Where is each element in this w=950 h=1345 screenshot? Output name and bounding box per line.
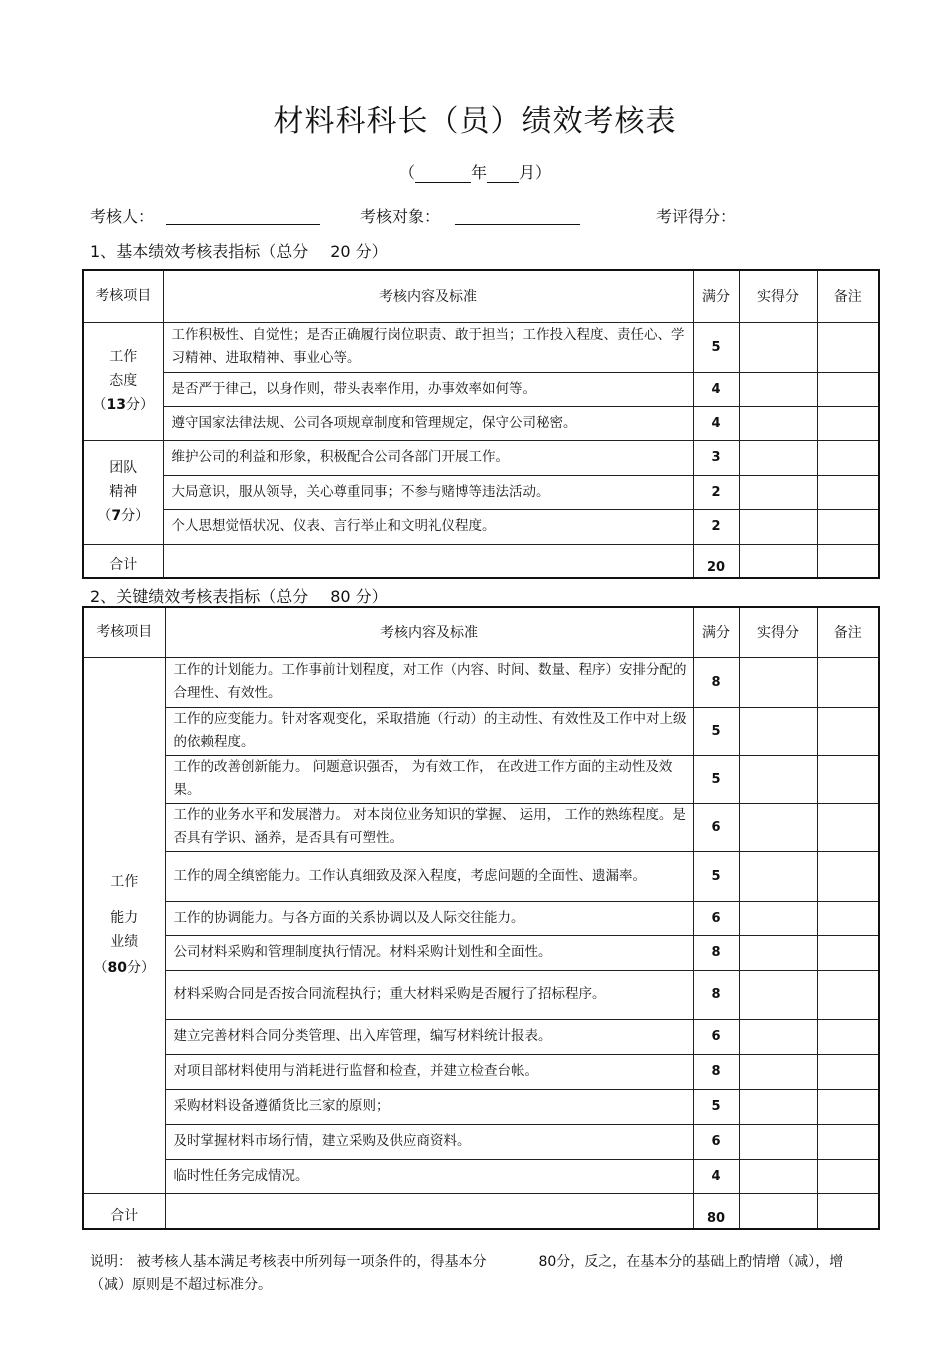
table-row (83, 707, 879, 755)
total-score: 80 (693, 1193, 739, 1229)
remark-cell[interactable] (817, 440, 879, 475)
criteria-text: 工作的应变能力。针对客观变化，采取措施（行动）的主动性、有效性及工作中对上级的依赖程度。 (165, 707, 693, 755)
section2-heading (90, 584, 388, 607)
remark-cell[interactable] (817, 1019, 879, 1054)
full-score: 6 (693, 1019, 739, 1054)
header-full-score: 满分 (693, 270, 739, 322)
actual-score-cell[interactable] (739, 657, 817, 707)
table-row (83, 851, 879, 901)
month-blank[interactable] (487, 166, 519, 183)
period-year: 年 (470, 163, 487, 182)
criteria-text: 建立完善材料合同分类管理、出入库管理，编写材料统计报表。 (165, 1019, 693, 1054)
table-row (83, 1019, 879, 1054)
group-work-attitude: 工作 态度 （13分） (83, 322, 163, 440)
actual-score-cell[interactable] (739, 755, 817, 803)
remark-cell[interactable] (817, 1054, 879, 1089)
criteria-text: 材料采购合同是否按合同流程执行；重大材料采购是否履行了招标程序。 (165, 970, 693, 1019)
section1-total: 20 分） (330, 242, 388, 261)
criteria-text: 工作的业务水平和发展潜力。 对本岗位业务知识的掌握、 运用， 工作的熟练程度。是否具有学识、涵养，是否具有可塑性。 (165, 803, 693, 851)
remark-cell[interactable] (817, 657, 879, 707)
note-suffix: 分，反之，在基本分的基础上酌情增（减），增（减）原则是不超过标准分。 (90, 1254, 844, 1293)
criteria-text: 工作的改善创新能力。 问题意识强否， 为有效工作， 在改进工作方面的主动性及效果。 (165, 755, 693, 803)
total-label: 合计 (83, 1193, 165, 1229)
actual-score-cell[interactable] (739, 406, 817, 440)
section2-title: 关键绩效考核表指标（总分 (116, 587, 309, 606)
score-label: 考评得分： (656, 207, 737, 226)
subject-field[interactable] (455, 224, 580, 225)
criteria-text: 是否严于律己，以身作则，带头表率作用，办事效率如何等。 (163, 372, 693, 406)
remark-cell[interactable] (817, 475, 879, 509)
remark-cell[interactable] (817, 901, 879, 935)
remark-cell[interactable] (817, 970, 879, 1019)
full-score: 4 (693, 406, 739, 440)
remark-cell[interactable] (817, 322, 879, 372)
table-row (83, 901, 879, 935)
full-score: 8 (693, 935, 739, 970)
header-actual-score: 实得分 (739, 607, 817, 657)
actual-score-cell[interactable] (739, 851, 817, 901)
basic-kpi-table (82, 269, 880, 579)
header-content: 考核内容及标准 (163, 270, 693, 322)
section1-title: 基本绩效考核表指标（总分 (116, 242, 309, 261)
criteria-text: 工作的周全缜密能力。工作认真细致及深入程度，考虑问题的全面性、遗漏率。 (165, 851, 693, 901)
actual-score-cell[interactable] (739, 1124, 817, 1159)
full-score: 2 (693, 509, 739, 544)
year-blank[interactable] (415, 166, 471, 183)
total-remark-cell[interactable] (817, 1193, 879, 1229)
remark-cell[interactable] (817, 935, 879, 970)
full-score: 8 (693, 1054, 739, 1089)
assessor-field[interactable] (166, 224, 320, 225)
criteria-text: 遵守国家法律法规、公司各项规章制度和管理规定，保守公司秘密。 (163, 406, 693, 440)
criteria-text: 及时掌握材料市场行情，建立采购及供应商资料。 (165, 1124, 693, 1159)
remark-cell[interactable] (817, 1124, 879, 1159)
explanation-note (90, 1251, 850, 1297)
note-prefix: 说明： 被考核人基本满足考核表中所列每一项条件的，得基本分 (90, 1254, 487, 1270)
remark-cell[interactable] (817, 803, 879, 851)
remark-cell[interactable] (817, 851, 879, 901)
full-score: 5 (693, 1089, 739, 1124)
remark-cell[interactable] (817, 1159, 879, 1193)
header-content: 考核内容及标准 (165, 607, 693, 657)
actual-score-cell[interactable] (739, 970, 817, 1019)
table-row (83, 803, 879, 851)
full-score: 6 (693, 901, 739, 935)
full-score: 5 (693, 322, 739, 372)
section1-num: 1、 (90, 242, 117, 261)
total-content-cell (165, 1193, 693, 1229)
table-row (83, 755, 879, 803)
section1-heading (90, 239, 388, 262)
actual-score-cell[interactable] (739, 475, 817, 509)
remark-cell[interactable] (817, 372, 879, 406)
total-remark-cell[interactable] (817, 544, 879, 578)
actual-score-cell[interactable] (739, 509, 817, 544)
group-work-ability: 工作 能力 业绩 （80分） (83, 657, 165, 1193)
full-score: 5 (693, 755, 739, 803)
criteria-text: 临时性任务完成情况。 (165, 1159, 693, 1193)
criteria-text: 维护公司的利益和形象，积极配合公司各部门开展工作。 (163, 440, 693, 475)
full-score: 8 (693, 657, 739, 707)
criteria-text: 采购材料设备遵循货比三家的原则； (165, 1089, 693, 1124)
header-remark: 备注 (817, 270, 879, 322)
actual-score-cell[interactable] (739, 1089, 817, 1124)
table-row (83, 322, 879, 372)
criteria-text: 公司材料采购和管理制度执行情况。材料采购计划性和全面性。 (165, 935, 693, 970)
table-header-row (83, 270, 879, 322)
total-row (83, 544, 879, 578)
period-month: 月） (519, 163, 552, 182)
header-full-score: 满分 (693, 607, 739, 657)
table-row (83, 935, 879, 970)
criteria-text: 大局意识，服从领导，关心尊重同事；不参与赌博等违法活动。 (163, 475, 693, 509)
actual-score-cell[interactable] (739, 803, 817, 851)
actual-score-cell[interactable] (739, 1054, 817, 1089)
total-score: 20 (693, 544, 739, 578)
actual-score-cell[interactable] (739, 372, 817, 406)
assessor-label: 考核人： (90, 207, 155, 226)
full-score: 6 (693, 803, 739, 851)
table-row (83, 509, 879, 544)
remark-cell[interactable] (817, 1089, 879, 1124)
actual-score-cell[interactable] (739, 440, 817, 475)
criteria-text: 工作的计划能力。工作事前计划程度，对工作（内容、时间、数量、程序）安排分配的合理性、有效性。 (165, 657, 693, 707)
table-row (83, 1159, 879, 1193)
remark-cell[interactable] (817, 755, 879, 803)
actual-score-cell[interactable] (739, 935, 817, 970)
table-row (83, 1054, 879, 1089)
assessment-period (0, 160, 950, 183)
criteria-text: 个人思想觉悟状况、仪表、言行举止和文明礼仪程度。 (163, 509, 693, 544)
full-score: 8 (693, 970, 739, 1019)
table-row (83, 440, 879, 475)
header-item: 考核项目 (83, 607, 165, 657)
total-actual-cell[interactable] (739, 544, 817, 578)
section2-total: 80 分） (330, 587, 388, 606)
table-row (83, 406, 879, 440)
total-row (83, 1193, 879, 1229)
actual-score-cell[interactable] (739, 322, 817, 372)
full-score: 5 (693, 707, 739, 755)
table-row (83, 372, 879, 406)
remark-cell[interactable] (817, 509, 879, 544)
table-row (83, 1124, 879, 1159)
total-actual-cell[interactable] (739, 1193, 817, 1229)
actual-score-cell[interactable] (739, 901, 817, 935)
full-score: 3 (693, 440, 739, 475)
actual-score-cell[interactable] (739, 1159, 817, 1193)
table-row (83, 970, 879, 1019)
table-row (83, 657, 879, 707)
page-title: 材料科科长（员）绩效考核表 (273, 104, 677, 139)
total-label: 合计 (83, 544, 163, 578)
remark-cell[interactable] (817, 406, 879, 440)
full-score: 2 (693, 475, 739, 509)
full-score: 4 (693, 1159, 739, 1193)
total-content-cell (163, 544, 693, 578)
group-team-spirit: 团队 精神 （7分） (83, 440, 163, 544)
full-score: 5 (693, 851, 739, 901)
section2-num: 2、 (90, 587, 117, 606)
header-actual-score: 实得分 (739, 270, 817, 322)
full-score: 6 (693, 1124, 739, 1159)
note-number: 80 (538, 1254, 557, 1270)
criteria-text: 工作积极性、自觉性；是否正确履行岗位职责、敢于担当；工作投入程度、责任心、学习精神、进取精神、事业心等。 (163, 322, 693, 372)
period-open: （ (398, 163, 415, 182)
key-kpi-table (82, 606, 880, 1230)
criteria-text: 对项目部材料使用与消耗进行监督和检查，并建立检查台帐。 (165, 1054, 693, 1089)
full-score: 4 (693, 372, 739, 406)
remark-cell[interactable] (817, 707, 879, 755)
subject-label: 考核对象： (360, 207, 441, 226)
actual-score-cell[interactable] (739, 1019, 817, 1054)
actual-score-cell[interactable] (739, 707, 817, 755)
table-row (83, 475, 879, 509)
table-header-row (83, 607, 879, 657)
table-row (83, 1089, 879, 1124)
header-remark: 备注 (817, 607, 879, 657)
criteria-text: 工作的协调能力。与各方面的关系协调以及人际交往能力。 (165, 901, 693, 935)
header-item: 考核项目 (83, 270, 163, 322)
